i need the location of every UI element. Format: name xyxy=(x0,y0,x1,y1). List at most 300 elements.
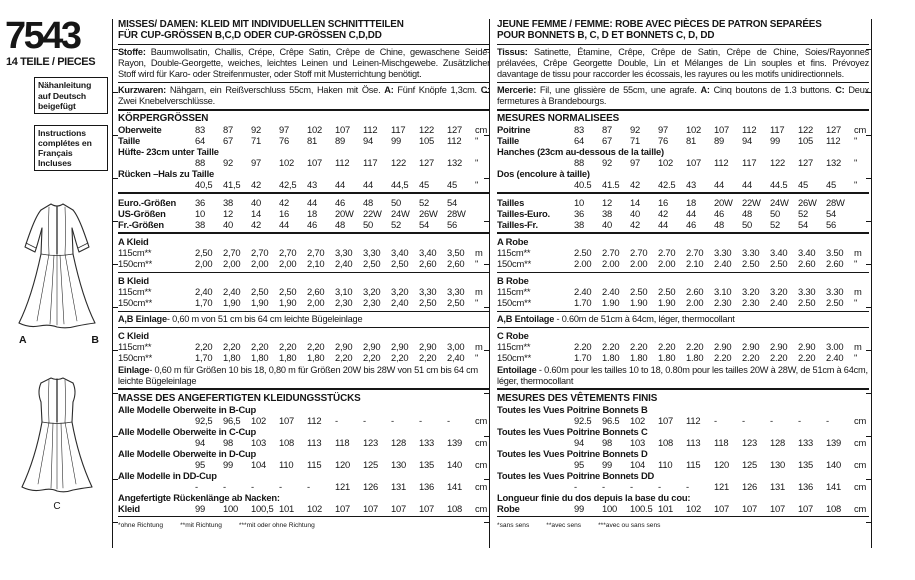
text-segment: Zwei Knebelverschlüsse. xyxy=(118,95,216,106)
value-cell: 98 xyxy=(602,436,613,448)
text-segment: Stoffe: xyxy=(118,47,151,58)
value-cell: 18 xyxy=(686,196,697,208)
value-cell: 36 xyxy=(574,207,585,219)
value-cell: 50 xyxy=(363,218,374,230)
unit-cell: cm xyxy=(854,502,867,514)
value-cell: 3.40 xyxy=(798,247,816,259)
value-cell: 133 xyxy=(419,436,435,448)
value-cell: 64 xyxy=(574,134,585,146)
row-label xyxy=(118,481,194,492)
value-cell: 42 xyxy=(630,218,641,230)
yardage-row xyxy=(497,352,869,363)
value-cell: 12 xyxy=(602,196,613,208)
value-cell: 2.00 xyxy=(658,258,676,270)
value-cell: 2.60 xyxy=(826,258,844,270)
value-cell: 2,50 xyxy=(447,297,465,309)
value-cell: 2.20 xyxy=(658,341,676,353)
value-cell: 44 xyxy=(658,218,669,230)
value-cell: 64 xyxy=(195,134,206,146)
value-cell: 46 xyxy=(335,196,346,208)
section-rule xyxy=(118,311,490,312)
text-segment: A,B Entoilage xyxy=(497,314,557,325)
value-cell: 2.70 xyxy=(686,247,704,259)
column-title xyxy=(118,19,490,42)
value-cell: 2,20 xyxy=(307,341,325,353)
finished-row xyxy=(118,415,490,426)
value-cell: 2.90 xyxy=(714,341,732,353)
value-cell: 10 xyxy=(195,207,206,219)
unit-cell: cm xyxy=(475,436,488,448)
value-cell: 135 xyxy=(798,458,814,470)
text-segment: Nähgarn, ein Reißverschluss 55cm, Haken mit Öse. xyxy=(169,84,385,95)
size-row xyxy=(118,208,490,219)
value-cell: 41.5 xyxy=(602,178,620,190)
view-b-label: B xyxy=(91,334,99,347)
view-heading: C Robe xyxy=(497,330,529,342)
value-cell: 46 xyxy=(714,207,725,219)
value-cell: 2,40 xyxy=(195,286,213,298)
value-cell: 1.90 xyxy=(602,297,620,309)
value-cell: 24W xyxy=(770,196,789,208)
value-cell: 127 xyxy=(447,123,463,135)
value-cell: 1.80 xyxy=(602,352,620,364)
value-cell: 56 xyxy=(826,218,837,230)
footnotes xyxy=(497,520,869,531)
value-cell: 108 xyxy=(279,436,295,448)
value-cell: 38 xyxy=(602,207,613,219)
value-cell: 1.70 xyxy=(574,297,592,309)
row-label: Taille xyxy=(497,134,520,146)
row-label xyxy=(497,415,573,426)
value-cell: 1.70 xyxy=(574,352,592,364)
row-label: 115cm** xyxy=(118,341,152,353)
value-cell: 2.40 xyxy=(602,286,620,298)
value-cell: - xyxy=(419,414,422,426)
value-cell: 107 xyxy=(742,502,758,514)
value-cell: 54 xyxy=(798,218,809,230)
value-cell: 127 xyxy=(419,156,435,168)
value-cell: - xyxy=(630,480,633,492)
interfacing-ab-note xyxy=(118,314,490,325)
value-cell: 92 xyxy=(602,156,613,168)
value-cell: 46 xyxy=(686,218,697,230)
value-cell: 117 xyxy=(742,156,757,168)
size-row xyxy=(497,197,869,208)
value-cell: 126 xyxy=(363,480,379,492)
value-cell: 3.30 xyxy=(826,286,844,298)
unit-cell: " xyxy=(854,297,858,309)
value-cell: 52 xyxy=(391,218,402,230)
footnote: *sans sens xyxy=(497,521,530,529)
view-ab-labels xyxy=(5,334,105,346)
value-cell: 40.5 xyxy=(574,178,592,190)
interfacing-c-note xyxy=(118,365,490,386)
value-cell: 1,80 xyxy=(251,352,269,364)
value-cell: 2.20 xyxy=(770,352,788,364)
unit-cell: " xyxy=(475,352,479,364)
unit-cell: cm xyxy=(475,458,488,470)
value-cell: 99 xyxy=(574,502,585,514)
value-cell: 52 xyxy=(798,207,809,219)
value-cell: 45 xyxy=(826,178,837,190)
value-cell: 107 xyxy=(419,502,435,514)
row-label: Fr.-Größen xyxy=(118,218,164,230)
value-cell: 2,00 xyxy=(223,258,241,270)
section-rule xyxy=(497,44,869,45)
text-segment: Tissus: xyxy=(497,47,535,58)
value-cell: 38 xyxy=(223,196,234,208)
value-cell: 133 xyxy=(798,436,814,448)
value-cell: 2,20 xyxy=(391,352,409,364)
text-segment: Mercerie: xyxy=(497,84,540,95)
value-cell: 3,50 xyxy=(447,247,465,259)
value-cell: 107 xyxy=(279,414,295,426)
value-cell: 2,50 xyxy=(195,247,213,259)
value-cell: 2,00 xyxy=(195,258,213,270)
value-cell: 2,20 xyxy=(195,341,213,353)
value-cell: 54 xyxy=(447,196,458,208)
value-cell: 103 xyxy=(251,436,267,448)
value-cell: 2.20 xyxy=(742,352,760,364)
section-rule xyxy=(118,327,490,328)
value-cell: 48 xyxy=(335,218,346,230)
footnote: **avec sens xyxy=(546,521,582,529)
value-cell: 2,40 xyxy=(223,286,241,298)
section-rule xyxy=(497,327,869,328)
value-cell: 100,5 xyxy=(251,502,274,514)
value-cell: 2,20 xyxy=(279,341,297,353)
section-rule xyxy=(497,388,869,390)
value-cell: 42 xyxy=(251,178,262,190)
footnote: ***avec ou sans sens xyxy=(598,521,661,529)
value-cell: - xyxy=(826,414,829,426)
row-label: 115cm** xyxy=(497,286,531,298)
value-cell: 121 xyxy=(335,480,351,492)
text-segment: - 0,60 m von 51 cm bis 64 cm leichte Bügeleinlage xyxy=(166,314,363,325)
value-cell: 117 xyxy=(363,156,378,168)
text-segment: Fünf Knöpfe 1,3cm. xyxy=(397,84,481,95)
unit-cell: " xyxy=(854,134,858,146)
value-cell: 104 xyxy=(630,458,646,470)
value-cell: 130 xyxy=(770,458,786,470)
pattern-number: 7543 xyxy=(5,15,80,57)
value-cell: 107 xyxy=(714,502,730,514)
value-cell: 3,30 xyxy=(447,286,465,298)
value-cell: 112 xyxy=(363,123,378,135)
measurement-row xyxy=(118,135,490,146)
value-cell: 50 xyxy=(391,196,402,208)
value-cell: 43 xyxy=(686,178,697,190)
value-cell: 42 xyxy=(279,196,290,208)
value-cell: 112 xyxy=(335,156,350,168)
value-cell: 1,80 xyxy=(223,352,241,364)
measurement-row xyxy=(118,124,490,135)
size-row xyxy=(497,219,869,230)
finished-row xyxy=(118,503,490,514)
row-label: Tailles-Fr. xyxy=(497,218,538,230)
value-cell: 52 xyxy=(419,196,430,208)
value-cell: 135 xyxy=(419,458,435,470)
value-cell: 105 xyxy=(419,134,435,146)
value-cell: 2,50 xyxy=(419,297,437,309)
value-cell: 20W xyxy=(714,196,733,208)
finished-row xyxy=(497,437,869,448)
value-cell: 28W xyxy=(826,196,845,208)
value-cell: 2.30 xyxy=(714,297,732,309)
value-cell: 40,5 xyxy=(195,178,213,190)
value-cell: 2.90 xyxy=(798,341,816,353)
value-cell: 107 xyxy=(658,414,674,426)
notions-paragraph xyxy=(118,85,490,106)
value-cell: 2,60 xyxy=(419,258,437,270)
value-cell: 112 xyxy=(447,134,462,146)
view-c-label: C xyxy=(53,501,61,513)
value-cell: 44 xyxy=(742,178,753,190)
value-cell: 48 xyxy=(714,218,725,230)
text-segment: A: xyxy=(700,84,714,95)
unit-cell: m xyxy=(475,286,483,298)
yardage-row xyxy=(118,286,490,297)
value-cell: 2,40 xyxy=(335,258,353,270)
unit-cell xyxy=(854,219,869,230)
value-cell: - xyxy=(223,480,226,492)
text-segment: A: xyxy=(384,84,398,95)
value-cell: 132 xyxy=(826,156,842,168)
value-cell: 42 xyxy=(658,207,669,219)
value-cell: 99 xyxy=(195,502,206,514)
value-cell: 95 xyxy=(574,458,585,470)
measurement-row xyxy=(497,135,869,146)
value-cell: 2.60 xyxy=(686,286,704,298)
unit-cell: cm xyxy=(854,123,867,135)
section-rule xyxy=(118,516,490,517)
value-cell: 102 xyxy=(307,502,323,514)
value-cell: 94 xyxy=(195,436,206,448)
row-label xyxy=(118,459,194,470)
value-cell: 2.20 xyxy=(574,341,592,353)
value-cell: 44.5 xyxy=(770,178,788,190)
value-cell: 99 xyxy=(391,134,402,146)
value-cell: 2,20 xyxy=(223,341,241,353)
finished-row xyxy=(497,415,869,426)
value-cell: 67 xyxy=(223,134,234,146)
row-label: 115cm** xyxy=(118,247,152,259)
value-cell: - xyxy=(574,480,577,492)
text-segment: Deux fermetures à Brandebourgs. xyxy=(497,84,869,106)
value-cell: 2.30 xyxy=(742,297,760,309)
value-cell: 128 xyxy=(391,436,407,448)
value-cell: 123 xyxy=(742,436,758,448)
section-rule xyxy=(118,82,490,83)
value-cell: 102 xyxy=(307,123,323,135)
value-cell: 40 xyxy=(251,196,262,208)
value-cell: 2.60 xyxy=(798,258,816,270)
finished-row xyxy=(497,503,869,514)
value-cell: 45 xyxy=(798,178,809,190)
finished-label: Toutes les Vues Poitrine Bonnets C xyxy=(497,425,648,437)
value-cell: 107 xyxy=(770,502,786,514)
value-cell: 103 xyxy=(630,436,646,448)
row-label xyxy=(497,481,573,492)
value-cell: 88 xyxy=(195,156,206,168)
row-label xyxy=(497,437,573,448)
value-cell: 2,90 xyxy=(363,341,381,353)
value-cell: 3.00 xyxy=(826,341,844,353)
value-cell: 22W xyxy=(363,207,382,219)
finished-row xyxy=(497,459,869,470)
unit-cell: cm xyxy=(854,480,867,492)
value-cell: 46 xyxy=(307,218,318,230)
unit-cell: m xyxy=(854,341,862,353)
finished-label: Toutes les Vues Poitrine Bonnets DD xyxy=(497,469,655,481)
value-cell: 2.20 xyxy=(630,341,648,353)
body-measurements-heading: KÖRPERGRÖSSEN xyxy=(118,112,209,124)
value-cell: 100.5 xyxy=(630,502,653,514)
measurement-label: Hanches (23cm au-dessous de la taille) xyxy=(497,145,664,157)
row-label: 150cm** xyxy=(497,352,532,364)
value-cell: 104 xyxy=(251,458,267,470)
value-cell: 2.50 xyxy=(574,247,592,259)
value-cell: 136 xyxy=(798,480,814,492)
value-cell: 1,70 xyxy=(195,297,213,309)
value-cell: 42.5 xyxy=(658,178,676,190)
value-cell: 112 xyxy=(742,123,757,135)
value-cell: 2,70 xyxy=(223,247,241,259)
value-cell: 44,5 xyxy=(391,178,409,190)
value-cell: 2.20 xyxy=(686,341,704,353)
value-cell: 48 xyxy=(742,207,753,219)
finished-label: Alle Modelle in DD-Cup xyxy=(118,469,217,481)
value-cell: 2,20 xyxy=(335,352,353,364)
finished-label: Longueur finie du dos depuis la base du cou: xyxy=(497,491,691,503)
value-cell: 41,5 xyxy=(223,178,241,190)
finished-label: Alle Modelle Oberweite in C-Cup xyxy=(118,425,257,437)
value-cell: 14 xyxy=(630,196,641,208)
value-cell: 125 xyxy=(363,458,379,470)
value-cell: 99 xyxy=(770,134,781,146)
value-cell: 125 xyxy=(742,458,758,470)
value-cell: 2,60 xyxy=(307,286,325,298)
value-cell: 97 xyxy=(658,123,669,135)
unit-cell: " xyxy=(854,258,858,270)
value-cell: 115 xyxy=(307,458,322,470)
section-rule xyxy=(497,232,869,234)
value-cell: 122 xyxy=(770,156,786,168)
measurement-label: Dos (encolure à taille) xyxy=(497,167,590,179)
value-cell: 2.50 xyxy=(826,297,844,309)
value-cell: - xyxy=(363,414,366,426)
value-cell: 1,90 xyxy=(223,297,241,309)
value-cell: - xyxy=(714,414,717,426)
row-label: Robe xyxy=(497,502,520,514)
value-cell: 2.20 xyxy=(714,352,732,364)
text-segment: - 0.60m de 51cm à 64cm, léger, thermocollant xyxy=(556,314,735,325)
unit-cell: cm xyxy=(475,480,488,492)
value-cell: 92.5 xyxy=(574,414,592,426)
value-cell: 2,10 xyxy=(307,258,325,270)
value-cell: 108 xyxy=(826,502,842,514)
value-cell: 100 xyxy=(602,502,618,514)
finished-label: Alle Modelle Oberweite in B-Cup xyxy=(118,403,257,415)
yardage-row xyxy=(497,247,869,258)
unit-cell: cm xyxy=(475,502,488,514)
value-cell: 14 xyxy=(251,207,262,219)
unit-cell: cm xyxy=(854,414,867,426)
value-cell: 1.80 xyxy=(658,352,676,364)
value-cell: 56 xyxy=(447,218,458,230)
value-cell: 2,00 xyxy=(307,297,325,309)
value-cell: 2.00 xyxy=(630,258,648,270)
value-cell: - xyxy=(279,480,282,492)
value-cell: 1.80 xyxy=(630,352,648,364)
unit-cell: m xyxy=(854,286,862,298)
value-cell: 2.90 xyxy=(770,341,788,353)
text-segment: Kurzwaren: xyxy=(118,84,170,95)
finished-row xyxy=(497,481,869,492)
value-cell: 2,50 xyxy=(363,258,381,270)
dress-back-view-ab-illustration xyxy=(5,197,109,332)
value-cell: 10 xyxy=(574,196,585,208)
measurement-label: Hüfte- 23cm unter Taille xyxy=(118,145,219,157)
value-cell: 71 xyxy=(251,134,262,146)
value-cell: - xyxy=(798,414,801,426)
view-a-label: A xyxy=(19,334,27,347)
view-heading: B Kleid xyxy=(118,275,149,287)
column-title xyxy=(497,19,869,42)
value-cell: 26W xyxy=(798,196,817,208)
value-cell: 92 xyxy=(251,123,262,135)
section-rule xyxy=(118,192,490,194)
value-cell: 3,30 xyxy=(419,286,437,298)
value-cell: 3.50 xyxy=(826,247,844,259)
value-cell: 42 xyxy=(630,178,641,190)
yardage-row xyxy=(497,286,869,297)
value-cell: 120 xyxy=(714,458,730,470)
value-cell: 3,40 xyxy=(391,247,409,259)
value-cell: 12 xyxy=(223,207,234,219)
text-segment: Baumwollsatin, Challis, Crépe, Crêpe Satin, Crêpe de Chine, gewaschene Seide-Rayon, Double-Georgette, weiches, leichtes Leinen und Leinen-Mischgewebe. Zusätzlicher Stoff wird für Karo- oder Streifenmuster, oder Stoff mit Musterrichtung benötigt. xyxy=(118,47,490,79)
value-cell: 81 xyxy=(307,134,318,146)
value-cell: 38 xyxy=(574,218,585,230)
value-cell: 110 xyxy=(658,458,673,470)
yardage-row xyxy=(118,247,490,258)
value-cell: - xyxy=(391,414,394,426)
value-cell: 112 xyxy=(307,414,322,426)
unit-cell: " xyxy=(854,178,858,190)
dress-back-view-c-illustration xyxy=(11,372,103,497)
value-cell: 2,40 xyxy=(391,297,409,309)
value-cell: 40 xyxy=(223,218,234,230)
interfacing-c-note xyxy=(497,365,869,386)
value-cell: 2.00 xyxy=(574,258,592,270)
value-cell: 92,5 xyxy=(195,414,213,426)
value-cell: 101 xyxy=(658,502,674,514)
unit-cell xyxy=(475,208,490,219)
yardage-row xyxy=(118,352,490,363)
finished-label: Alle Modelle Oberweite in D-Cup xyxy=(118,447,257,459)
interfacing-ab-note xyxy=(497,314,869,325)
section-rule xyxy=(118,272,490,273)
value-cell: 2,30 xyxy=(335,297,353,309)
value-cell: 1,80 xyxy=(279,352,297,364)
value-cell: 26W xyxy=(419,207,438,219)
unit-cell: cm xyxy=(475,414,488,426)
value-cell: 2,20 xyxy=(419,352,437,364)
value-cell: 3,00 xyxy=(447,341,465,353)
value-cell: 117 xyxy=(770,123,785,135)
value-cell: 108 xyxy=(658,436,674,448)
value-cell: 139 xyxy=(826,436,842,448)
